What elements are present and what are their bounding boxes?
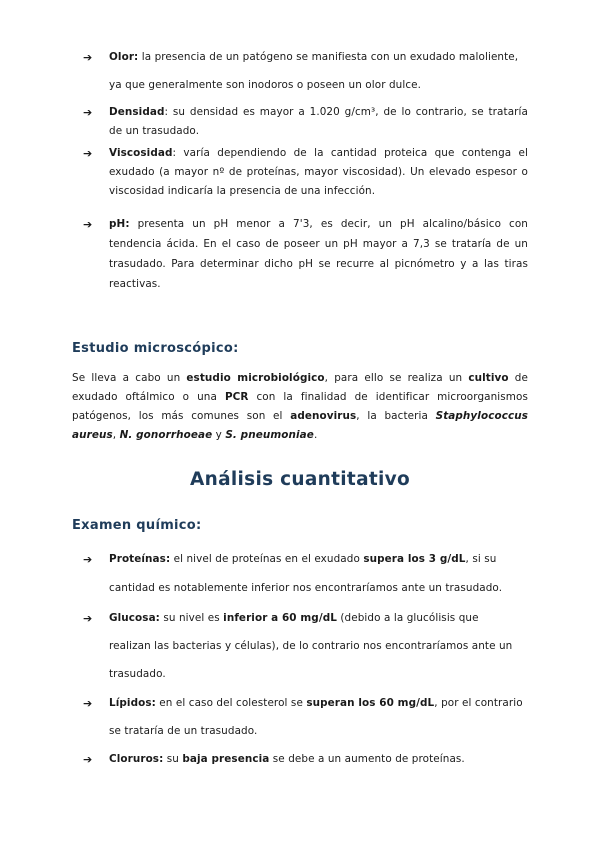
- microscopic-paragraph: Se lleva a cabo un estudio microbiológico, para ello se realiza un cultivo de exudado oftálmico o una PCR con la finalidad de identificar microorganismos patógenos, los más comunes son el adenovirus, la bacteria Staphylococcus aureus, N. gonorrhoeae y S. pneumoniae.: [72, 372, 528, 441]
- list-item-ph: ➔ pH: presenta un pH menor a 7'3, es decir, un pH alcalino/básico con tendencia ácida. En el caso de poseer un pH mayor a 7,3 se trataría de un trasudado. Para determinar dicho pH se recurre al picnómetro y a las tiras reactivas.: [83, 218, 528, 290]
- list-item-cloruros: ➔ Cloruros: su baja presencia se debe a un aumento de proteínas.: [83, 753, 465, 766]
- arrow-bullet-icon: ➔: [83, 106, 93, 119]
- list-item-glucosa: ➔ Glucosa: su nivel es inferior a 60 mg/dL (debido a la glucólisis que realizan las bacterias y células), de lo contrario nos encontraríamos ante un trasudado.: [83, 612, 513, 680]
- arrow-bullet-icon: ➔: [83, 553, 93, 566]
- arrow-bullet-icon: ➔: [83, 218, 93, 231]
- list-item-lipidos: ➔ Lípidos: en el caso del colesterol se superan los 60 mg/dL, por el contrario se trataría de un trasudado.: [83, 697, 523, 737]
- arrow-bullet-icon: ➔: [83, 51, 93, 64]
- section-heading-chemical: Examen químico:: [72, 518, 202, 533]
- arrow-bullet-icon: ➔: [83, 697, 93, 710]
- property-label: pH:: [109, 218, 130, 230]
- arrow-bullet-icon: ➔: [83, 612, 93, 625]
- section-heading-microscopic: Estudio microscópico:: [72, 341, 239, 356]
- list-item-viscosidad: ➔ Viscosidad: varía dependiendo de la cantidad proteica que contenga el exudado (a mayor nº de proteínas, mayor viscosidad). Un elevado espesor o viscosidad indicaría la presencia de una infección.: [83, 147, 528, 197]
- property-label: Densidad: [109, 106, 165, 118]
- list-item-olor: ➔ Olor: la presencia de un patógeno se manifiesta con un exudado maloliente, ya que generalmente son inodoros o poseen un olor dulce.: [83, 51, 519, 91]
- list-item-densidad: ➔ Densidad: su densidad es mayor a 1.020 g/cm³, de lo contrario, se trataría de un trasudado.: [83, 106, 528, 137]
- list-item-proteinas: ➔ Proteínas: el nivel de proteínas en el exudado supera los 3 g/dL, si su cantidad es notablemente inferior nos encontraríamos ante un trasudado.: [83, 553, 503, 594]
- arrow-bullet-icon: ➔: [83, 147, 93, 160]
- property-label: Viscosidad: [109, 147, 173, 159]
- property-label: Olor:: [109, 51, 139, 63]
- section-title-quantitative: Análisis cuantitativo: [189, 469, 411, 490]
- arrow-bullet-icon: ➔: [83, 753, 93, 766]
